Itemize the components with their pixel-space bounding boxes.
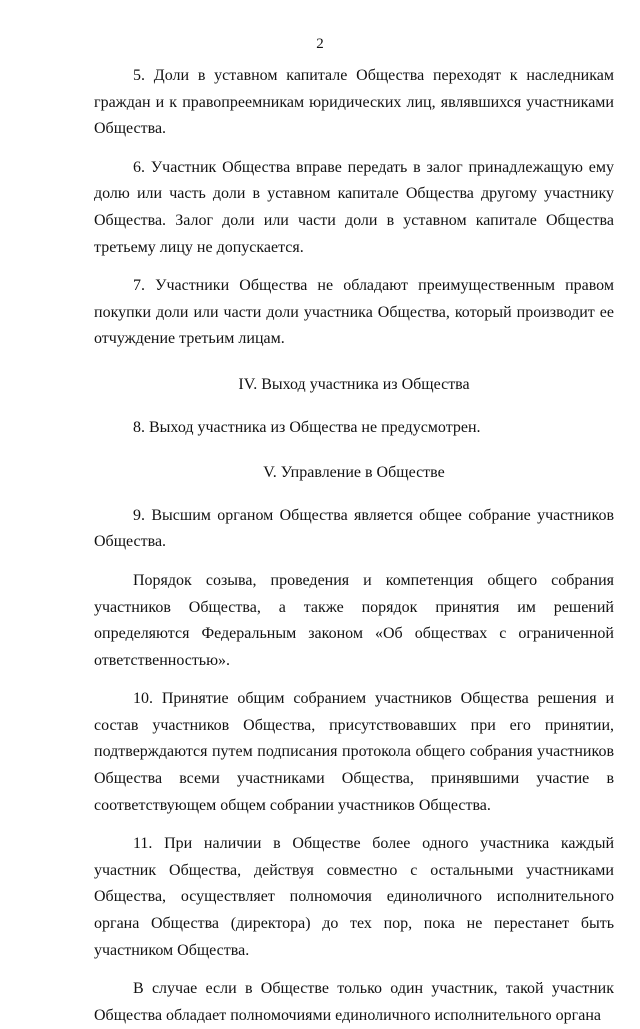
section-heading-v: V. Управление в Обществе — [263, 464, 445, 482]
paragraph-10-decision-confirmation: 10. Принятие общим собранием участников Общества решения и состав участников Общества, присутствовавших при его принятии, подтверждаются путем подписания протокола общего собрания участников Общества всеми участниками Общества, принявшими участие в соответствующем общем собрании участников Общества. — [94, 690, 614, 814]
paragraph-single-participant: В случае если в Обществе только один участник, такой участник Общества обладает полномочиями единоличного исполнительного органа — [94, 980, 614, 1024]
section-heading-iv: IV. Выход участника из Общества — [238, 375, 470, 393]
document-body — [94, 63, 614, 1029]
paragraph-11-executive-powers: 11. При наличии в Обществе более одного участника каждый участник Общества, действуя совместно с остальными участниками Общества, осуществляет полномочия единоличного исполнительного органа Общества (директора) до тех пор, пока не перестанет быть участником Общества. — [94, 835, 614, 959]
paragraph-9-supreme-body: 9. Высшим органом Общества является общее собрание участников Общества. — [94, 506, 614, 551]
paragraph-7-preemptive-right: 7. Участники Общества не обладают преимущественным правом покупки доли или части доли участника Общества, который производит ее отчуждение третьим лицам. — [94, 277, 614, 348]
paragraph-5-shares-inheritance: 5. Доли в уставном капитале Общества переходят к наследникам граждан и к правопреемникам юридических лиц, являвшихся участниками Общества. — [94, 67, 614, 138]
paragraph-meeting-procedure: Порядок созыва, проведения и компетенция общего собрания участников Общества, а также порядок принятия им решений определяются Федеральным законом «Об обществах с ограниченной ответственностью». — [94, 571, 614, 669]
paragraph-8-withdrawal: 8. Выход участника из Общества не предусмотрен. — [133, 418, 481, 436]
page-number: 2 — [316, 36, 324, 52]
paragraph-6-pledge: 6. Участник Общества вправе передать в залог принадлежащую ему долю или часть доли в уставном капитале Общества другому участнику Общества. Залог доли или части доли в уставном капитале Общества третьему лицу не допускается. — [94, 158, 614, 256]
